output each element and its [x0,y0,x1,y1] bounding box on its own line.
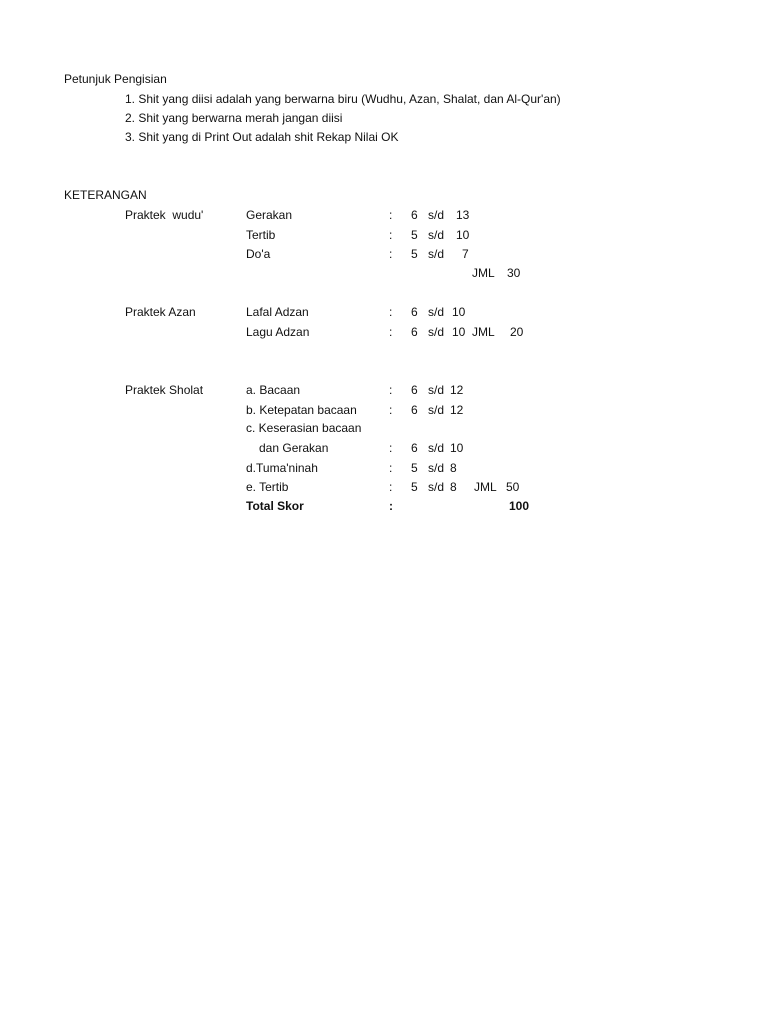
sholat-row-max: 8 [450,480,457,494]
azan-row-max: 10 [452,305,466,319]
wudu-row-colon: : [389,228,393,242]
sholat-row-colon: : [389,480,393,494]
sholat-row-sd: s/d [428,383,445,397]
sholat-row-sd: s/d [428,403,445,417]
wudu-row-sd: s/d [428,247,445,261]
azan-jml-value: 20 [510,325,524,339]
wudu-row-max: 10 [456,228,470,242]
azan-row-sd: s/d [428,325,445,339]
wudu-row-sd: s/d [428,208,445,222]
sholat-row-sd: s/d [428,480,445,494]
total-skor-value: 100 [509,499,530,513]
azan-label: Praktek Azan [125,305,196,319]
wudu-row-min: 5 [411,228,418,242]
sholat-row-item: e. Tertib [246,480,289,494]
instruction-item-2: 2. Shit yang berwarna merah jangan diisi [125,111,343,125]
sholat-row-colon: : [389,383,393,397]
sholat-jml-value: 50 [506,480,520,494]
sholat-row-colon: : [389,461,393,475]
instructions-heading: Petunjuk Pengisian [64,72,167,86]
sholat-row-max: 12 [450,403,464,417]
wudu-row-max: 13 [456,208,470,222]
azan-row-item: Lafal Adzan [246,305,309,319]
wudu-row-item: Gerakan [246,208,293,222]
sholat-row-min: 5 [411,480,418,494]
azan-row-max: 10 [452,325,466,339]
sholat-row-item: b. Ketepatan bacaan [246,403,357,417]
sholat-row-item: a. Bacaan [246,383,301,397]
sholat-row-item: d.Tuma'ninah [246,461,318,475]
sholat-row-colon: : [389,403,393,417]
sholat-row-sd: s/d [428,461,445,475]
wudu-row-min: 5 [411,247,418,261]
wudu-row-max: 7 [462,247,469,261]
wudu-row-sd: s/d [428,228,445,242]
sholat-row-max: 10 [450,441,464,455]
wudu-label: Praktek wudu' [125,208,204,222]
sholat-row-item: dan Gerakan [259,441,329,455]
sholat-jml-label: JML [474,480,497,494]
wudu-jml-label: JML [472,266,495,280]
keterangan-heading: KETERANGAN [64,188,147,202]
sholat-row-item: c. Keserasian bacaan [246,421,362,435]
azan-row-sd: s/d [428,305,445,319]
sholat-row-max: 12 [450,383,464,397]
sholat-row-colon: : [389,441,393,455]
wudu-jml-value: 30 [507,266,521,280]
wudu-row-item: Do'a [246,247,271,261]
sholat-row-max: 8 [450,461,457,475]
sholat-row-min: 6 [411,403,418,417]
total-skor-colon: : [389,499,393,513]
sholat-row-min: 5 [411,461,418,475]
azan-row-min: 6 [411,325,418,339]
sholat-row-min: 6 [411,383,418,397]
wudu-row-colon: : [389,208,393,222]
sholat-row-sd: s/d [428,441,445,455]
wudu-row-colon: : [389,247,393,261]
azan-row-min: 6 [411,305,418,319]
azan-row-item: Lagu Adzan [246,325,310,339]
instruction-item-3: 3. Shit yang di Print Out adalah shit Rekap Nilai OK [125,130,399,144]
wudu-row-min: 6 [411,208,418,222]
azan-jml-label: JML [472,325,495,339]
instruction-item-1: 1. Shit yang diisi adalah yang berwarna biru (Wudhu, Azan, Shalat, dan Al-Qur'an) [125,92,561,106]
sholat-row-min: 6 [411,441,418,455]
azan-row-colon: : [389,305,393,319]
wudu-row-item: Tertib [246,228,276,242]
total-skor-label: Total Skor [246,499,304,513]
sholat-label: Praktek Sholat [125,383,204,397]
azan-row-colon: : [389,325,393,339]
